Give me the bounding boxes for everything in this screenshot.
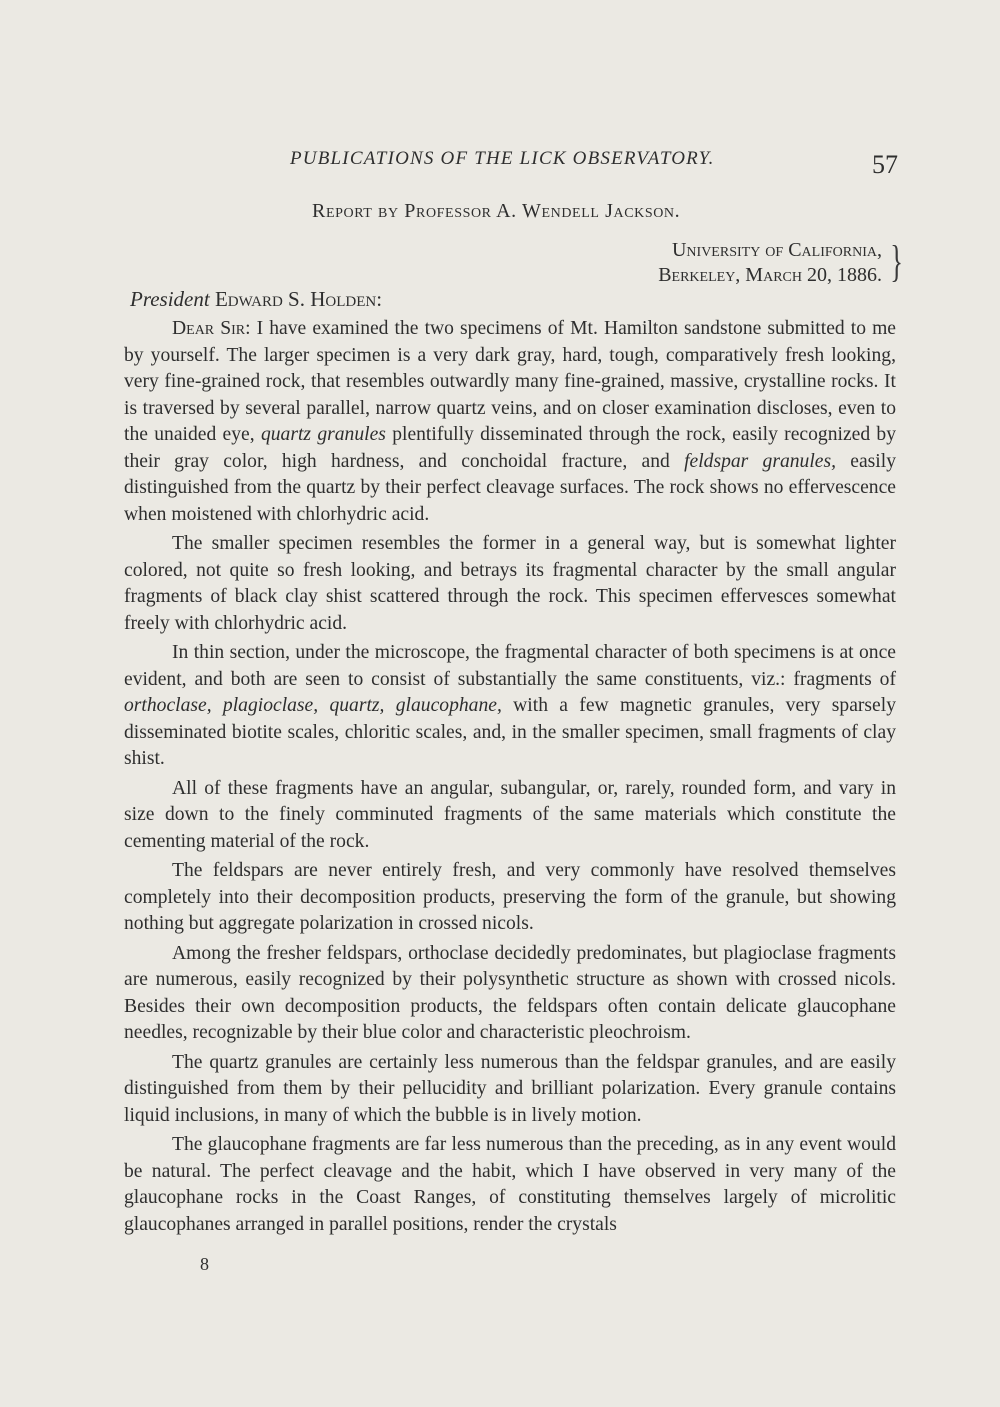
paragraph-5: The feldspars are never entirely fresh, and very commonly have resolved themselves completely into their decomposition products, preserving the form of the granule, but showing nothing but aggregate polarization in crossed nicols. bbox=[124, 860, 896, 934]
paragraph-text: easily distinguished from the quartz by their perfect cleavage surfaces. The rock shows no effervescence when moistened with chlorhydric acid. bbox=[124, 450, 896, 525]
running-title: PUBLICATIONS OF THE LICK OBSERVATORY. bbox=[290, 148, 715, 169]
paragraph-7: The quartz granules are certainly less numerous than the feldspar granules, and are easily distinguished from them by their pellucidity and brilliant polarization. Every granule contains liquid inclusions, in many of which the bubble is in lively motion. bbox=[124, 1051, 896, 1126]
paragraph-text: I have examined the two specimens of Mt. Hamilton sandstone submitted to me by yourself. The larger specimen is a very dark gray, hard, tough, comparatively fresh looking, very fine-grained rock, that resembles outwardly many fine-grained, massive, crystalline rocks. It is traversed by several parallel, narrow quartz veins, and on closer examination discloses, even to the unaided eye, bbox=[124, 318, 897, 445]
paragraph-text: In thin section, under the microscope, the fragmental character of both specimens is at once evident, and both are seen to consist of substantially the same constituents, viz.: fragments of bbox=[124, 642, 896, 690]
greeting: Dear Sir: bbox=[172, 318, 251, 339]
letter-body bbox=[124, 316, 896, 1241]
salutation bbox=[130, 287, 382, 312]
page-number: 57 bbox=[872, 150, 898, 179]
salutation-title: President bbox=[130, 287, 210, 311]
salutation-name: Edward S. Holden: bbox=[214, 287, 383, 311]
paragraph-text: with a few magnetic granules, very sparsely disseminated biotite scales, chloritic scales, and, in the smaller specimen, small fragments of clay shist. bbox=[124, 695, 896, 769]
italic-term: orthoclase, plagioclase, quartz, glaucophane, bbox=[124, 695, 502, 716]
italic-term: feldspar granules, bbox=[684, 450, 837, 472]
paragraph-1 bbox=[124, 316, 896, 528]
address-brace: } bbox=[890, 237, 903, 286]
paragraph-text: plentifully disseminated through the rock, easily recognized by their gray color, high hardness, and conchoidal fracture, and bbox=[124, 424, 897, 472]
italic-term: quartz granules bbox=[260, 424, 386, 445]
report-title: Report by Professor A. Wendell Jackson. bbox=[312, 200, 681, 222]
paragraph-6: Among the fresher feldspars, orthoclase decidedly predominates, but plagioclase fragments are numerous, easily recognized by their polysynthetic structure as shown with crossed nicols. Besides their own decomposition products, the feldspars often contain delicate glaucophane needles, recognizable by their blue color and characteristic pleochroism. bbox=[124, 942, 896, 1043]
paragraph-4: All of these fragments have an angular, subangular, or, rarely, rounded form, and vary in size down to the finely comminuted fragments of the same materials which constitute the cementing material of the rock. bbox=[124, 777, 896, 852]
signature-mark: 8 bbox=[200, 1254, 209, 1274]
paragraph-3 bbox=[124, 640, 896, 773]
paragraph-8: The glaucophane fragments are far less numerous than the preceding, as in any event would be natural. The perfect cleavage and the habit, which I have observed in very many of the glaucophane rocks in the Coast Ranges, of constituting themselves largely of microlitic glaucophanes arranged in parallel positions, render the crystals bbox=[124, 1134, 896, 1235]
letter-address bbox=[590, 238, 882, 288]
address-line-2: Berkeley, March 20, 1886. bbox=[658, 264, 882, 286]
paragraph-2: The smaller specimen resembles the former in a general way, but is somewhat lighter colored, not quite so fresh looking, and betrays its fragmental character by the small angular fragments of black clay shist scattered through the rock. This specimen effervesces somewhat freely with chlorhydric acid. bbox=[124, 533, 896, 634]
address-line-1: University of California, bbox=[671, 239, 882, 261]
